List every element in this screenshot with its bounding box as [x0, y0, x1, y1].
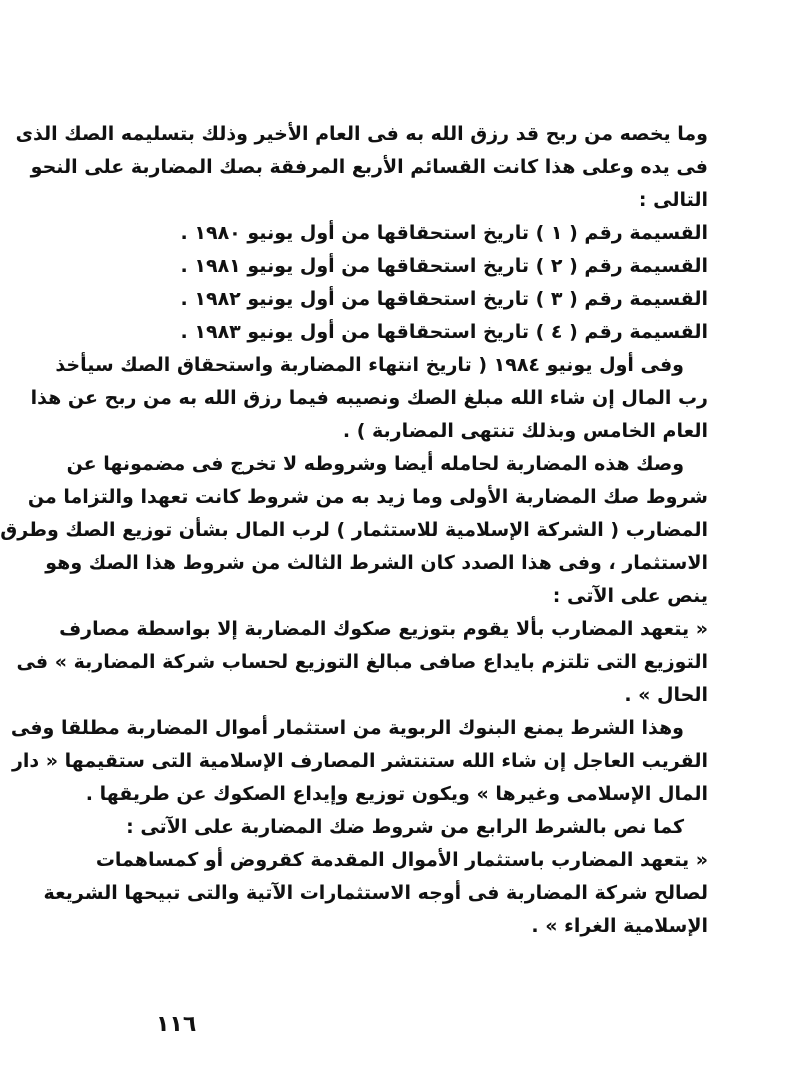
quote-line: « يتعهد المضارب باستثمار الأموال المقدمة كقروض أو كمساهمات	[95, 849, 708, 871]
text-line: ينص على الآتى :	[552, 585, 708, 607]
quote-line: « يتعهد المضارب بألا يقوم بتوزيع صكوك المضاربة إلا بواسطة مصارف	[59, 618, 708, 640]
text-line: القريب العاجل إن شاء الله ستنتشر المصارف الإسلامية التى ستقيمها « دار	[11, 750, 708, 772]
text-line: رب المال إن شاء الله مبلغ الصك ونصيبه فيما رزق الله به من ربح عن هذا	[30, 387, 708, 409]
text-line: الاستثمار ، وفى هذا الصدد كان الشرط الثالث من شروط هذا الصك وهو	[45, 552, 708, 574]
page-number: ١١٦	[156, 1012, 197, 1037]
document-body	[0, 118, 708, 943]
installment-line-4: القسيمة رقم ( ٤ ) تاريخ استحقاقها من أول يونيو ١٩٨٣ .	[180, 321, 708, 343]
text-line: فى يده وعلى هذا كانت القسائم الأربع المرفقة بصك المضاربة على النحو	[30, 156, 708, 178]
quote-line: لصالح شركة المضاربة فى أوجه الاستثمارات الآتية والتى تبيحها الشريعة	[43, 882, 708, 904]
text-line: وفى أول يونيو ١٩٨٤ ( تاريخ انتهاء المضاربة واستحقاق الصك سيأخذ	[55, 354, 684, 376]
text-line: وهذا الشرط يمنع البنوك الربوية من استثمار أموال المضاربة مطلقا وفى	[10, 717, 684, 739]
text-line: شروط صك المضاربة الأولى وما زيد به من شروط كانت تعهدا والتزاما من	[27, 486, 708, 508]
quote-line: الحال » .	[624, 684, 708, 706]
text-line: المال الإسلامى وغيرها » ويكون توزيع وإيداع الصكوك عن طريقها .	[85, 783, 708, 805]
text-line: المضارب ( الشركة الإسلامية للاستثمار ) لرب المال بشأن توزيع الصك وطرق	[0, 519, 708, 541]
installment-line-2: القسيمة رقم ( ٢ ) تاريخ استحقاقها من أول يونيو ١٩٨١ .	[180, 255, 708, 277]
text-line: التالى :	[638, 189, 708, 211]
quote-line: التوزيع التى تلتزم بايداع صافى مبالغ التوزيع لحساب شركة المضاربة » فى	[16, 651, 708, 673]
text-line: العام الخامس وبذلك تنتهى المضاربة ) .	[342, 420, 708, 442]
installment-line-3: القسيمة رقم ( ٣ ) تاريخ استحقاقها من أول يونيو ١٩٨٢ .	[180, 288, 708, 310]
text-line: كما نص بالشرط الرابع من شروط ضك المضاربة على الآتى :	[126, 816, 684, 838]
quote-line: الإسلامية الغراء » .	[531, 915, 708, 937]
installment-line-1: القسيمة رقم ( ١ ) تاريخ استحقاقها من أول يونيو ١٩٨٠ .	[180, 222, 708, 244]
text-line: وما يخصه من ربح قد رزق الله به فى العام الأخير وذلك بتسليمه الصك الذى	[15, 123, 708, 145]
text-line: وصك هذه المضاربة لحامله أيضا وشروطه لا تخرج فى مضمونها عن	[66, 453, 684, 475]
